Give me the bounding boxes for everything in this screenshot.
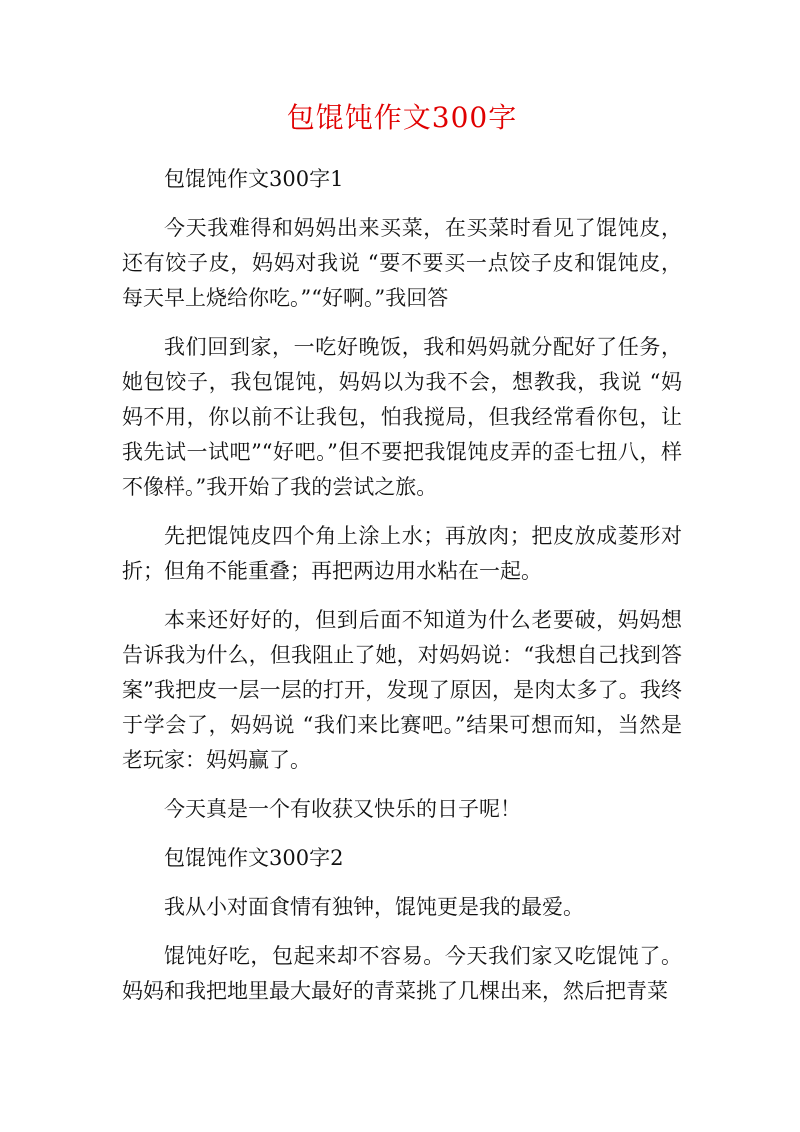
- paragraph-heading-2: 包馄饨作文300字2: [164, 846, 344, 870]
- paragraph-heading-1: 包馄饨作文300字1: [164, 167, 344, 191]
- paragraph: 本来还好好的，但到后面不知道为什么老要破，妈妈想告诉我为什么，但我阻止了她，对妈妈说：“我想自己找到答案”我把皮一层一层的打开，发现了原因，是肉太多了。我终于学会了，妈妈说 “我们来比赛吧。”结果可想而知，当然是老玩家：妈妈赢了。: [122, 608, 682, 772]
- paragraph: 今天我难得和妈妈出来买菜，在买菜时看见了馄饨皮，还有饺子皮，妈妈对我说 “要不要买一点饺子皮和馄饨皮，每天早上烧给你吃。”“好啊。”我回答: [122, 216, 682, 310]
- paragraph: 先把馄饨皮四个角上涂上水；再放肉；把皮放成菱形对折；但角不能重叠；再把两边用水粘在一起。: [122, 524, 682, 583]
- paragraph: 馄饨好吃，包起来却不容易。今天我们家又吃馄饨了。妈妈和我把地里最大最好的青菜挑了几棵出来，然后把青菜: [122, 944, 682, 1003]
- paragraph: 今天真是一个有收获又快乐的日子呢！: [164, 797, 521, 821]
- document-title: 包馄饨作文300字: [286, 101, 518, 134]
- paragraph: 我们回到家，一吃好晚饭，我和妈妈就分配好了任务，她包饺子，我包馄饨，妈妈以为我不会，想教我，我说 “妈妈不用，你以前不让我包，怕我搅局，但我经常看你包，让我先试一试吧”“好吧。”但不要把我馄饨皮弄的歪七扭八，样不像样。”我开始了我的尝试之旅。: [122, 335, 682, 499]
- document-body: [122, 162, 682, 1009]
- paragraph: 我从小对面食情有独钟，馄饨更是我的最爱。: [164, 895, 584, 919]
